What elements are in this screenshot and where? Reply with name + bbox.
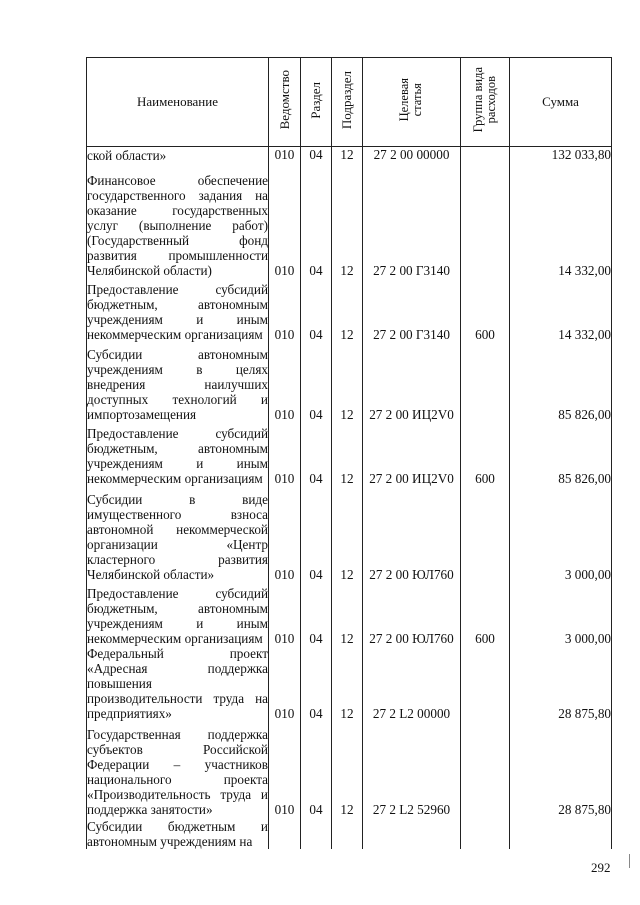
- scan-edge-mark: [629, 854, 630, 868]
- celevaya-cell: 27 2 00 ИЦ2V0: [363, 422, 461, 486]
- razdel-cell: 04: [301, 646, 332, 721]
- summa-cell: 85 826,00: [510, 422, 612, 486]
- podrazdel-cell: 12: [332, 721, 363, 817]
- gruppa-cell: [461, 163, 510, 278]
- header-gruppa-label: Группа вида расходов: [470, 67, 498, 133]
- summa-cell: 28 875,80: [510, 646, 612, 721]
- podrazdel-cell: 12: [332, 422, 363, 486]
- header-podrazdel-label: Подраздел: [339, 70, 355, 130]
- summa-cell: 3 000,00: [510, 486, 612, 582]
- celevaya-cell: 27 2 00 Г3140: [363, 278, 461, 342]
- table-row: [87, 486, 612, 582]
- podrazdel-cell: 12: [332, 582, 363, 646]
- ved-cell: 010: [269, 163, 301, 278]
- budget-table: [86, 57, 612, 849]
- ved-cell: 010: [269, 582, 301, 646]
- razdel-cell: 04: [301, 163, 332, 278]
- header-podrazdel: [332, 58, 363, 147]
- celevaya-cell: 27 2 00 ЮЛ760: [363, 582, 461, 646]
- row-name-cell: Предоставление субсидий бюджетным, автономным учреждениям и иным некоммерческим организациям: [87, 278, 269, 342]
- celevaya-cell: [363, 817, 461, 849]
- header-razdel-label: Раздел: [308, 81, 324, 119]
- razdel-cell: [301, 817, 332, 849]
- razdel-cell: 04: [301, 721, 332, 817]
- header-gruppa: [461, 58, 510, 147]
- table-row: [87, 163, 612, 278]
- table-row: [87, 721, 612, 817]
- row-name-cell: Федеральный проект «Адресная поддержка повышения производительности труда на предприятиях»: [87, 645, 268, 721]
- table-row: [87, 278, 612, 342]
- header-razdel: [301, 58, 332, 147]
- ved-cell: 010: [269, 422, 301, 486]
- gruppa-cell: [461, 721, 510, 817]
- header-celevaya: [363, 58, 461, 147]
- podrazdel-cell: 12: [332, 486, 363, 582]
- row-name-cell: Предоставление субсидий бюджетным, автономным учреждениям и иным некоммерческим организациям: [87, 422, 269, 486]
- ved-cell: [269, 817, 301, 849]
- row-name-cell: ской области»: [87, 147, 269, 163]
- header-celevaya-label: Целевая статья: [397, 78, 425, 122]
- row-name-cell: Финансовое обеспечение государственного задания на оказание государственных услуг (выполнение работ) (Государственный фонд развития промышленности Челябинской области): [87, 163, 269, 278]
- summa-cell: 14 332,00: [510, 163, 612, 278]
- celevaya-cell: 27 2 00 Г3140: [363, 163, 461, 278]
- gruppa-cell: [461, 486, 510, 582]
- celevaya-cell: 27 2 00 00000: [363, 147, 461, 163]
- celevaya-cell: 27 2 00 ИЦ2V0: [363, 342, 461, 422]
- summa-cell: 85 826,00: [510, 342, 612, 422]
- razdel-cell: 04: [301, 147, 332, 163]
- gruppa-cell: [461, 342, 510, 422]
- ved-cell: 010: [269, 486, 301, 582]
- razdel-cell: 04: [301, 486, 332, 582]
- table-row: [87, 147, 612, 163]
- row-name-cell: Предоставление субсидий бюджетным, автономным учреждениям и иным некоммерческим организациям: [87, 582, 269, 646]
- summa-cell: 132 033,80: [510, 147, 612, 163]
- razdel-cell: 04: [301, 422, 332, 486]
- gruppa-cell: [461, 646, 510, 721]
- row-name-cell: Субсидии автономным учреждениям в целях внедрения наилучших доступных технологий и импортозамещения: [87, 342, 269, 422]
- header-summa: Сумма: [510, 58, 612, 147]
- podrazdel-cell: 12: [332, 342, 363, 422]
- page-number: 292: [591, 860, 611, 875]
- header-vedomstvo-label: Ведомство: [276, 70, 292, 130]
- podrazdel-cell: 12: [332, 278, 363, 342]
- celevaya-cell: 27 2 L2 00000: [363, 646, 461, 721]
- summa-cell: 3 000,00: [510, 582, 612, 646]
- podrazdel-cell: 12: [332, 163, 363, 278]
- header-row: [87, 58, 612, 147]
- summa-cell: [510, 817, 612, 849]
- podrazdel-cell: [332, 817, 363, 849]
- gruppa-cell: 600: [461, 422, 510, 486]
- gruppa-cell: [461, 147, 510, 163]
- table-row: [87, 582, 612, 646]
- row-name-cell: Государственная поддержка субъектов Российской Федерации – участников национального проекта «Производительность труда и поддержка занятости»: [87, 721, 269, 817]
- razdel-cell: 04: [301, 278, 332, 342]
- celevaya-cell: 27 2 00 ЮЛ760: [363, 486, 461, 582]
- gruppa-cell: 600: [461, 278, 510, 342]
- gruppa-cell: [461, 817, 510, 849]
- summa-cell: 28 875,80: [510, 721, 612, 817]
- table-row: [87, 342, 612, 422]
- razdel-cell: 04: [301, 582, 332, 646]
- table-row: [87, 817, 612, 849]
- row-name-cell: Субсидии бюджетным и автономным учреждениям на: [87, 818, 268, 849]
- ved-cell: 010: [269, 147, 301, 163]
- header-vedomstvo: [269, 58, 301, 147]
- podrazdel-cell: 12: [332, 646, 363, 721]
- table-row: [87, 646, 612, 721]
- ved-cell: 010: [269, 342, 301, 422]
- ved-cell: 010: [269, 278, 301, 342]
- header-name: Наименование: [87, 58, 269, 147]
- ved-cell: 010: [269, 646, 301, 721]
- ved-cell: 010: [269, 721, 301, 817]
- table-row: [87, 422, 612, 486]
- row-name-cell: Субсидии в виде имущественного взноса автономной некоммерческой организации «Центр кластерного развития Челябинской области»: [87, 486, 269, 582]
- summa-cell: 14 332,00: [510, 278, 612, 342]
- razdel-cell: 04: [301, 342, 332, 422]
- celevaya-cell: 27 2 L2 52960: [363, 721, 461, 817]
- gruppa-cell: 600: [461, 582, 510, 646]
- podrazdel-cell: 12: [332, 147, 363, 163]
